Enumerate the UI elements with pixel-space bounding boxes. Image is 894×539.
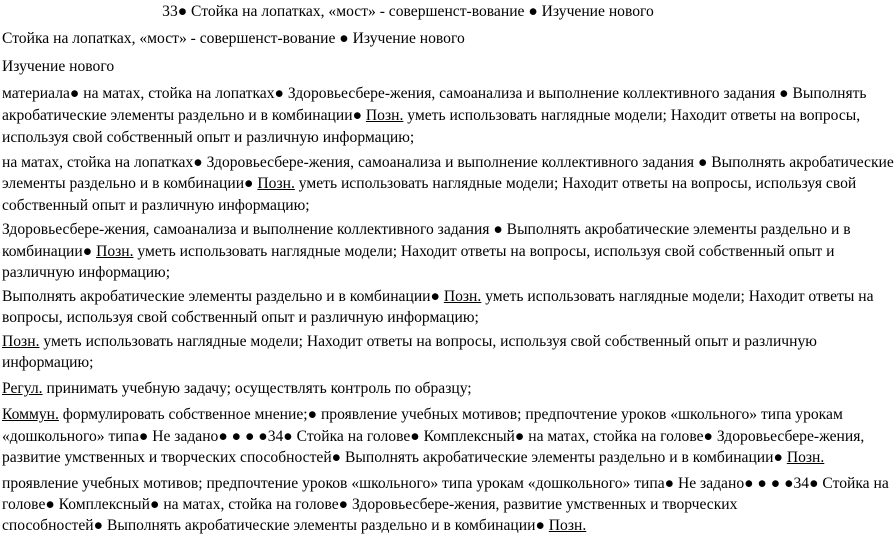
text-segment: элементы раздельно и в комбинации● <box>2 175 258 192</box>
text-line <box>2 515 810 537</box>
text-segment: Стойка на лопатках, «мост» - совершенст-вование ● Изучение нового <box>2 30 465 47</box>
section-label: Позн. <box>2 333 40 350</box>
text-line <box>2 105 861 127</box>
text-segment: развитие умственных и творческих способностей● Выполнять акробатические элементы раздельно и в комбинации● <box>2 449 787 466</box>
text-line <box>2 241 835 263</box>
text-segment: Выполнять акробатические элементы раздельно и в комбинации● <box>2 288 444 305</box>
text-segment: Здоровьесбере-жения, самоанализа и выполнение коллективного задания ● Выполнять акробатические элементы раздельно и в <box>2 221 851 238</box>
text-line <box>2 28 810 50</box>
text-segment: акробатические элементы раздельно и в комбинации● <box>2 107 366 124</box>
text-segment: уметь использовать наглядные модели; Находит ответы на <box>481 288 874 305</box>
text-line <box>2 494 810 516</box>
text-line <box>2 286 874 308</box>
text-line <box>2 56 810 78</box>
section-label: Позн. <box>786 449 825 466</box>
section-label: Позн. <box>548 517 587 534</box>
text-segment: Изучение нового <box>2 58 115 75</box>
text-segment: уметь использовать наглядные модели; Находит ответы на вопросы, <box>403 107 861 124</box>
text-line <box>2 262 810 284</box>
page-title: 33● Стойка на лопатках, «мост» - совершенст-вование ● Изучение нового <box>162 3 654 20</box>
section-label: Коммун. <box>2 406 59 423</box>
text-segment: на матах, стойка на лопатках● Здоровьесбере-жения, самоанализа и выполнение коллективного задания ● Выполнять акробатические <box>2 154 894 171</box>
text-line <box>2 378 810 400</box>
section-label: Позн. <box>96 243 134 260</box>
text-line <box>2 152 894 174</box>
text-segment: способностей● Выполнять акробатические элементы раздельно и в комбинации● <box>2 517 549 534</box>
text-segment: комбинации● <box>2 243 97 260</box>
section-label: Позн. <box>443 288 482 305</box>
text-line <box>2 473 889 495</box>
text-line <box>2 173 857 195</box>
text-segment: используя свой собственный опыт и различную информацию; <box>2 129 415 146</box>
text-segment: уметь использовать наглядные модели; Находит ответы на вопросы, используя свой <box>294 175 857 192</box>
text-segment: различную информацию; <box>2 264 171 281</box>
text-segment: голове● Комплексный● на матах, стойка на голове● Здоровьесбере-жения, развитие умственных и творческих <box>2 496 738 513</box>
text-line <box>2 307 810 329</box>
text-line <box>2 352 810 374</box>
text-line <box>2 331 817 353</box>
text-segment: собственный опыт и различную информацию; <box>2 197 310 214</box>
text-line <box>2 219 851 241</box>
text-line <box>2 404 843 426</box>
text-segment: материала● на матах, стойка на лопатках● Здоровьесбере-жения, самоанализа и выполнение коллективного задания ● Выполнять <box>2 85 867 102</box>
text-line <box>2 447 825 469</box>
text-segment: вопросы, используя свой собственный опыт и различную информацию; <box>2 309 479 326</box>
text-line <box>2 83 867 105</box>
section-label: Регул. <box>2 380 43 397</box>
text-line <box>2 127 810 149</box>
text-segment: проявление учебных мотивов; предпочтение уроков «школьного» типа урокам «дошкольного» типа● Не задано● ● ● ●34● Стойка на <box>2 475 889 492</box>
text-segment: формулировать собственное мнение;● проявление учебных мотивов; предпочтение уроков «школьного» типа урокам <box>58 406 843 423</box>
text-line <box>2 195 810 217</box>
text-segment: принимать учебную задачу; осуществлять контроль по образцу; <box>42 380 472 397</box>
text-segment: уметь использовать наглядные модели; Находит ответы на вопросы, используя свой собственный опыт и различную <box>39 333 817 350</box>
text-segment: «дошкольного» типа● Не задано● ● ● ●34● Стойка на голове● Комплексный● на матах, стойка на голове● Здоровьесбере-жения, <box>2 428 865 445</box>
text-line <box>2 426 865 448</box>
section-label: Позн. <box>365 107 404 124</box>
text-segment: уметь использовать наглядные модели; Находит ответы на вопросы, используя свой собственный опыт и <box>133 243 835 260</box>
section-label: Позн. <box>257 175 295 192</box>
text-segment: информацию; <box>2 354 94 371</box>
